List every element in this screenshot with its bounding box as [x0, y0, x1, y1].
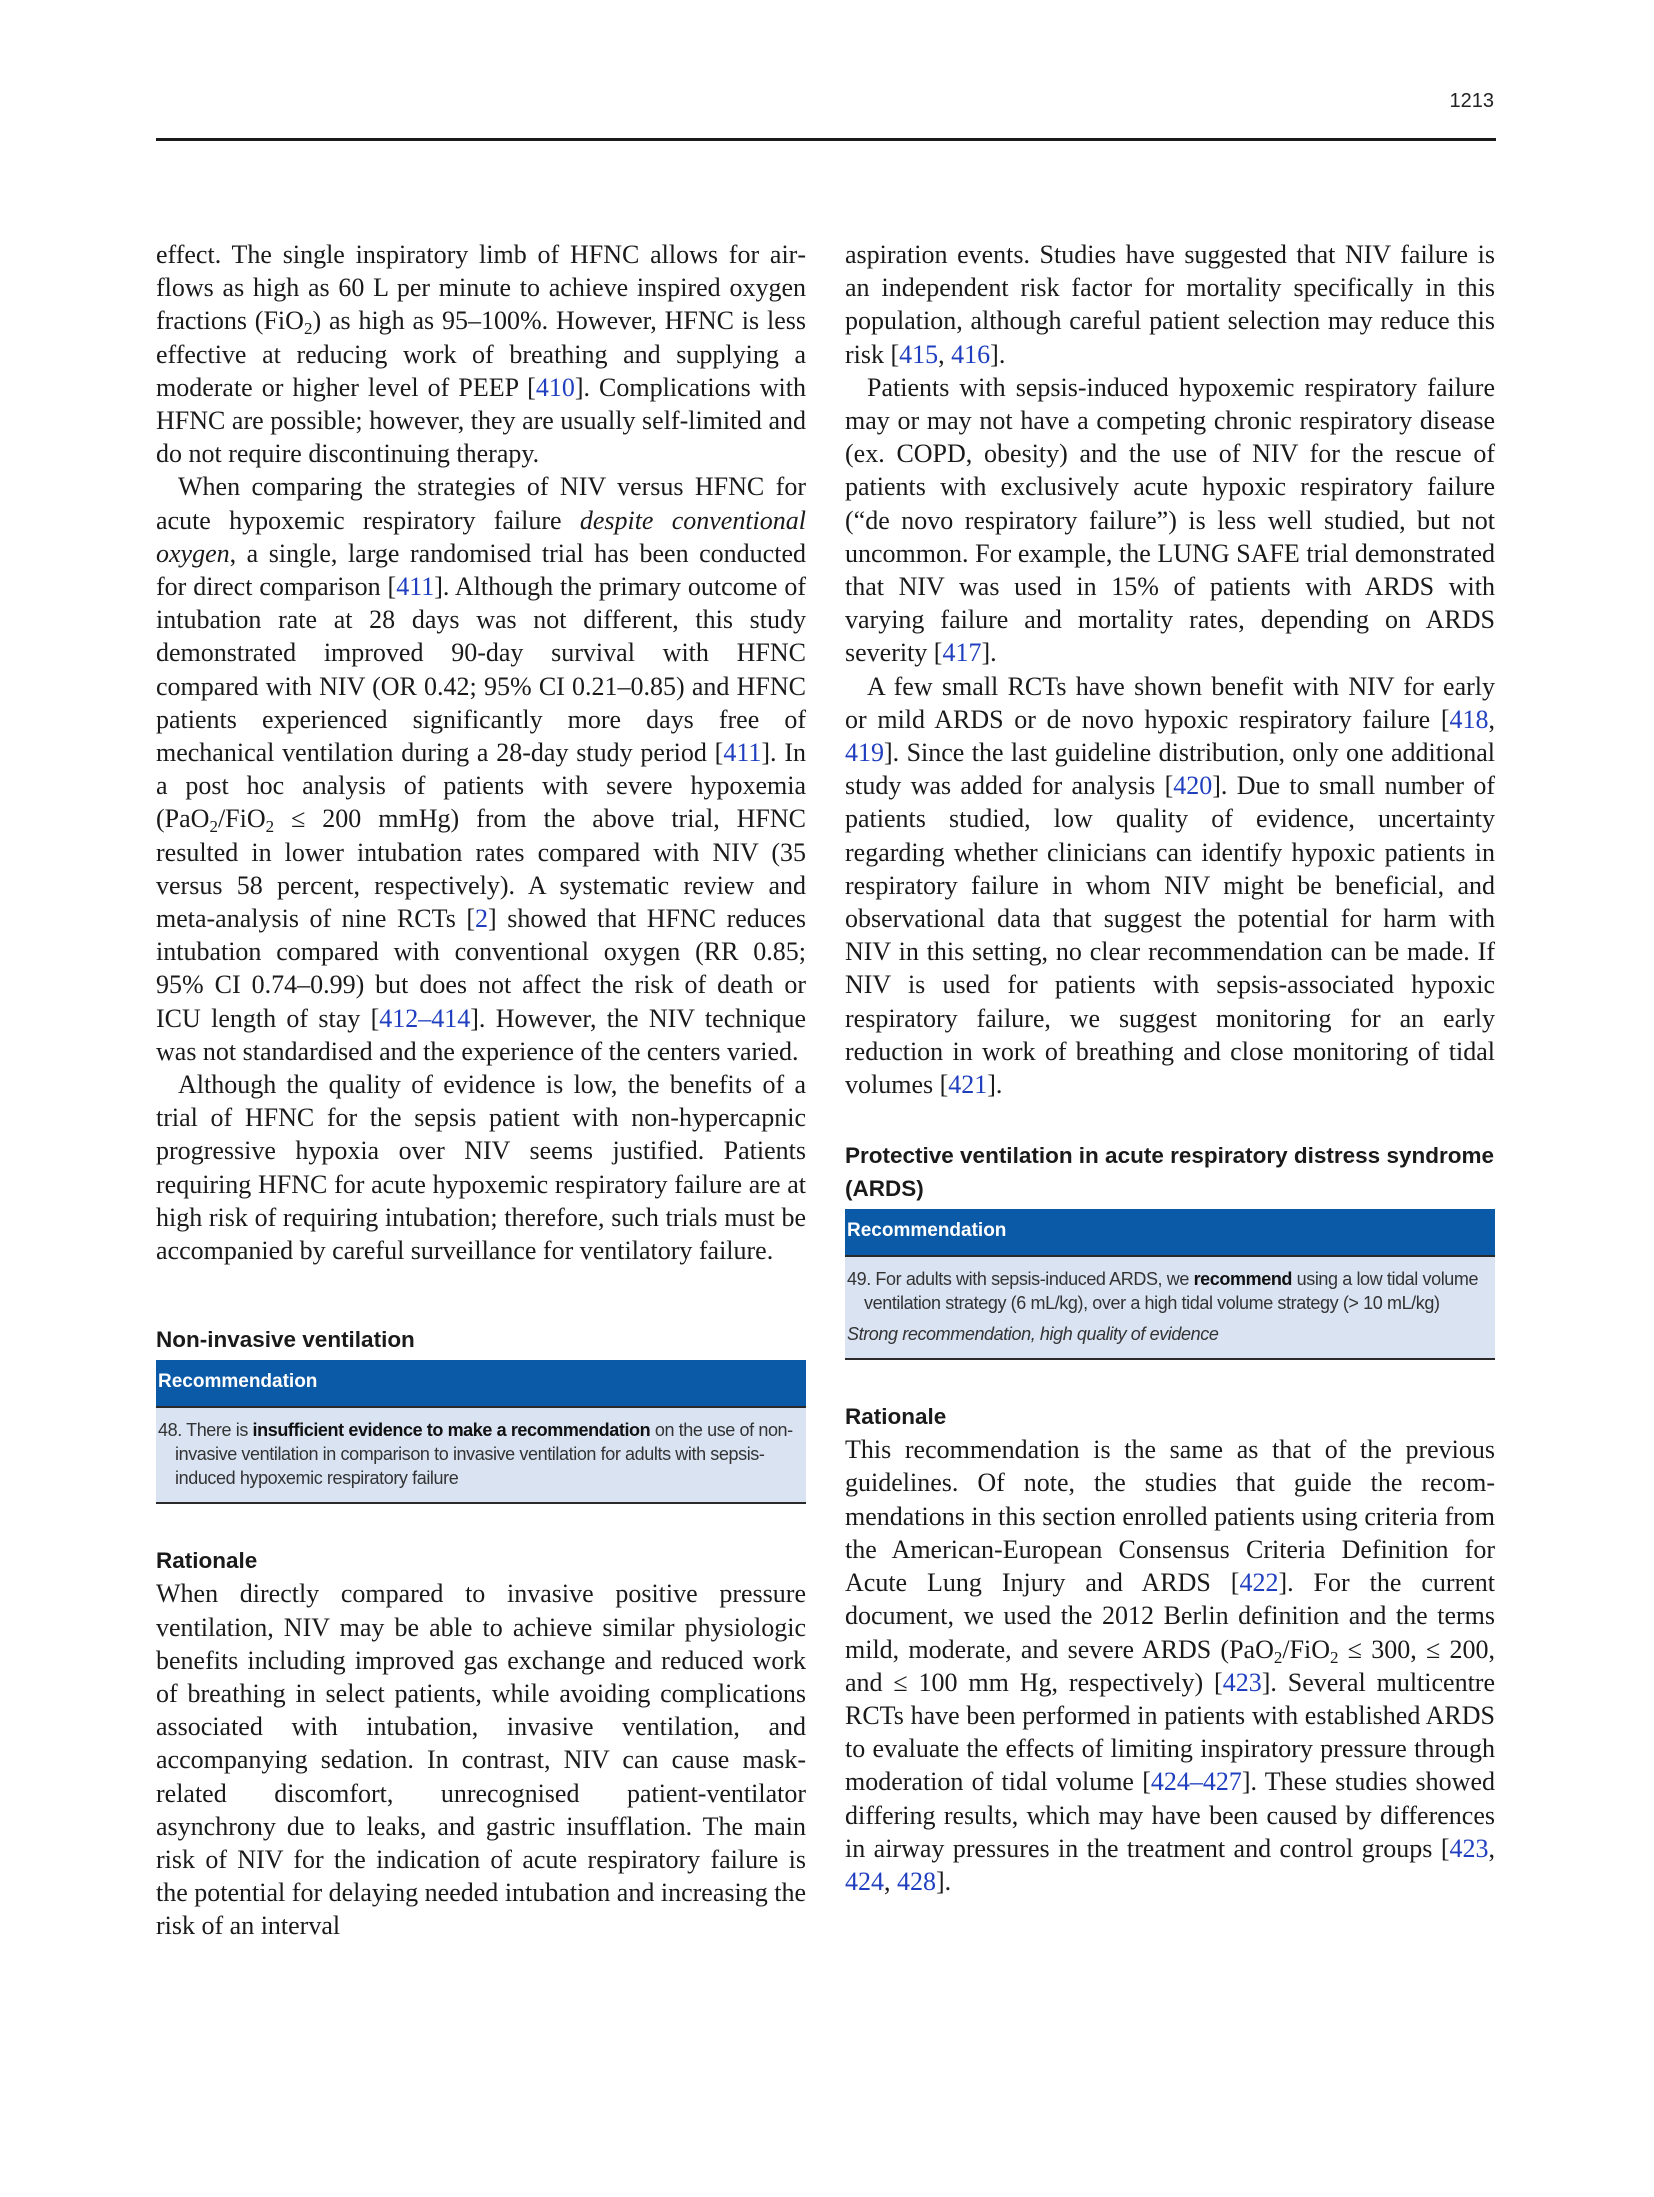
bold-text: recommend: [1193, 1269, 1293, 1290]
section-heading-ards: Protective ventilation in acute respiratory distress syndrome (ARDS): [845, 1143, 1494, 1202]
text-run: This recommendation is the same as that of the previous guidelines. Of note, the studies that guide the recommendations in this section enrolled patients using criteria from the American-European Consensus Criteria Definition for Acute Lung Injury and ARDS [: [845, 1435, 1495, 1598]
text-run: /FiO: [217, 804, 266, 834]
text-run: ].: [987, 1070, 1003, 1100]
recommendation-text: [158, 1418, 800, 1490]
citation-link-417[interactable]: 417: [942, 638, 982, 668]
citation-link-416[interactable]: 416: [951, 339, 991, 369]
left-paragraph-1: [156, 238, 806, 470]
text-run: ].: [936, 1866, 952, 1896]
section-heading-niv: Non-invasive ventilation: [156, 1327, 415, 1353]
right-paragraph-1: [845, 238, 1495, 371]
right-paragraph-4: [845, 1433, 1495, 1898]
citation-link-428[interactable]: 428: [897, 1866, 936, 1896]
text-run: , a single, large randomised trial has been conducted for direct comparison [: [156, 538, 806, 602]
citation-link-421[interactable]: 421: [948, 1070, 988, 1100]
text-run: ,: [1488, 1833, 1495, 1863]
subscript: 2: [265, 817, 275, 837]
header-rule: [156, 138, 1496, 141]
subscript: 2: [1273, 1647, 1283, 1667]
recommendation-body: [845, 1255, 1495, 1358]
text-run: ]. For the current document, we used the 2012 Berlin definition and the terms mild, moderate, and severe ARDS (PaO: [845, 1568, 1495, 1664]
left-paragraph-4: When directly compared to invasive positive pressure ventilation, NIV may be able to achieve similar physiologic benefits including improved gas exchange and reduced work of breathing in select patients, while avoiding complications associated with intubation, invasive ventilation, and accompanying sedation. In contrast, NIV can cause mask-related discomfort, unrecognised patient-ventilator asynchrony due to leaks, and gastric insufflation. The main risk of NIV for the indication of acute respiratory failure is the potential for delaying needed intubation and increasing the risk of an interval: [156, 1579, 806, 1941]
citation-link-419[interactable]: 419: [845, 738, 884, 768]
citation-link-422[interactable]: 422: [1239, 1568, 1279, 1598]
citation-link-424[interactable]: 424: [845, 1866, 884, 1896]
text-run: ,: [884, 1866, 897, 1896]
left-column: [156, 238, 806, 1943]
text-run: ]. However, the NIV technique was not standardised and the experience of the centers varied.: [156, 1003, 807, 1066]
recommendation-box-48: [156, 1360, 806, 1504]
text-run: ].: [990, 339, 1006, 369]
recommendation-text: [847, 1267, 1489, 1315]
text-run: ].: [981, 638, 997, 668]
text-run: 48. There is: [158, 1420, 253, 1441]
citation-link-418[interactable]: 418: [1449, 704, 1489, 734]
text-run: ] showed that HFNC reduces intubation compared with conventional oxygen (RR 0.85; 95% CI 0.74–0.99) but does not affect the risk of death or ICU length of stay [: [156, 904, 806, 1033]
recommendation-body: [156, 1406, 806, 1502]
citation-link-2[interactable]: 2: [475, 904, 489, 934]
rationale-heading: Rationale: [845, 1404, 947, 1430]
text-run: ]. Although the primary outcome of intubation rate at 28 days was not different, this study demonstrated improved 90-day survival with HFNC compared with NIV (OR 0.42; 95% CI 0.21–0.85) and HFNC patients experienced significantly more days free of mechanical ventilation during a 28-day study period [: [156, 572, 807, 768]
text-run: /FiO: [1282, 1634, 1331, 1664]
text-run: ]. Complications with HFNC are possible; however, they are usually self-limited and do not require discontinuing therapy.: [156, 372, 806, 469]
text-run: ]. Since the last guideline distribution, only one additional study was added for analysis [: [845, 738, 1495, 801]
page-number: 1213: [1449, 90, 1494, 112]
citation-link-423[interactable]: 423: [1449, 1833, 1489, 1863]
citation-link-424-427[interactable]: 424–427: [1150, 1767, 1242, 1797]
recommendation-box-49: [845, 1209, 1495, 1360]
citation-link-411[interactable]: 411: [723, 738, 762, 768]
citation-link-423[interactable]: 423: [1222, 1667, 1262, 1697]
citation-link-411[interactable]: 411: [396, 572, 435, 602]
left-paragraph-3: Although the quality of evidence is low, the benefits of a trial of HFNC for the sepsis patient with non-hypercapnic progressive hypoxia over NIV seems justified. Patients requiring HFNC for acute hypoxemic respiratory failure are at high risk of requiring intubation; therefore, such trials must be accompanied by careful surveillance for ventilatory failure.: [156, 1070, 806, 1266]
text-run: ,: [1488, 704, 1495, 734]
citation-link-415[interactable]: 415: [899, 339, 939, 369]
right-paragraph-2: [845, 371, 1495, 670]
text-run: Patients with sepsis-induced hypoxemic respiratory failure may or may not have a competing chronic respiratory disease (ex. COPD, obesity) and the use of NIV for the rescue of patients with exclusively acute hypoxic respiratory failure (“de novo respiratory failure”) is less well studied, but not uncommon. For example, the LUNG SAFE trial demonstrated that NIV was used in 15% of patients with ARDS with varying failure and mortality rates, depending on ARDS severity [: [845, 372, 1495, 668]
text-run: aspiration events. Studies have suggested that NIV failure is an independent risk factor for mortality specifically in this population, although careful patient selection may reduce this risk [: [845, 240, 1495, 369]
text-run: ]. These studies showed differing results, which may have been caused by differences in airway pressures in the treatment and control groups [: [845, 1767, 1495, 1863]
emphasis-text: despite conventional oxygen: [156, 505, 806, 568]
rationale-heading: Rationale: [156, 1548, 258, 1574]
text-run: A few small RCTs have shown benefit with NIV for early or mild ARDS or de novo hypoxic respiratory failure [: [845, 671, 1495, 734]
text-run: 49. For adults with sepsis-induced ARDS, we: [847, 1269, 1194, 1290]
subscript: 2: [1330, 1647, 1339, 1667]
evidence-strength: Strong recommendation, high quality of evidence: [847, 1324, 1219, 1345]
text-run: using a low tidal volume ventilation strategy (6 mL/kg), over a high tidal volume strategy (> 10 mL/kg): [864, 1269, 1479, 1314]
text-run: ≤ 200 mmHg) from the above trial, HFNC resulted in lower intubation rates compared with NIV (35 versus 58 percent, respectively). A systematic review and meta-analysis of nine RCTs [: [156, 804, 806, 934]
text-run: ≤ 300, ≤ 200, and ≤ 100 mm Hg, respectively) [: [845, 1634, 1495, 1697]
citation-link-412-414[interactable]: 412–414: [379, 1003, 471, 1033]
left-paragraph-2: [156, 470, 806, 1068]
text-run: on the use of non-invasive ventilation in comparison to invasive ventilation for adults with sepsis-induced hypoxemic respiratory failure: [175, 1420, 793, 1489]
right-column: [845, 238, 1495, 1898]
citation-link-410[interactable]: 410: [535, 372, 575, 402]
text-run: ]. Due to small number of patients studied, low quality of evidence, uncertainty regarding whether clinicians can identify hypoxic patients in respiratory failure in whom NIV might be beneficial, and observational data that suggest the potential for harm with NIV in this setting, no clear recommendation can be made. If NIV is used for patients with sepsis-associated hypoxic respiratory failure, we suggest monitoring for an early reduction in work of breathing and close monitoring of tidal volumes [: [845, 771, 1495, 1100]
text-run: ]. Several multicentre RCTs have been performed in patients with established ARDS to evaluate the effects of limiting inspiratory pressure through moderation of tidal volume [: [845, 1667, 1495, 1797]
citation-link-420[interactable]: 420: [1173, 771, 1213, 801]
text-run: ]. In a post hoc analysis of patients with severe hypoxemia (PaO: [156, 738, 806, 834]
bold-text: insufficient evidence to make a recommendation: [252, 1420, 651, 1441]
right-paragraph-3: [845, 670, 1495, 1102]
recommendation-header: Recommendation: [156, 1360, 806, 1406]
subscript: 2: [303, 319, 313, 339]
subscript: 2: [209, 817, 218, 837]
recommendation-header: Recommendation: [845, 1209, 1495, 1255]
text-run: ,: [938, 339, 952, 369]
text-run: ) as high as 95–100%. However, HFNC is less effective at reducing work of breathing and supplying a moderate or higher level of PEEP [: [156, 306, 806, 402]
text-run: effect. The single inspiratory limb of HFNC allows for airflows as high as 60 L per minute to achieve inspired oxygen fractions (FiO: [156, 240, 806, 336]
text-run: When comparing the strategies of NIV versus HFNC for acute hypoxemic respiratory failure: [156, 472, 806, 535]
